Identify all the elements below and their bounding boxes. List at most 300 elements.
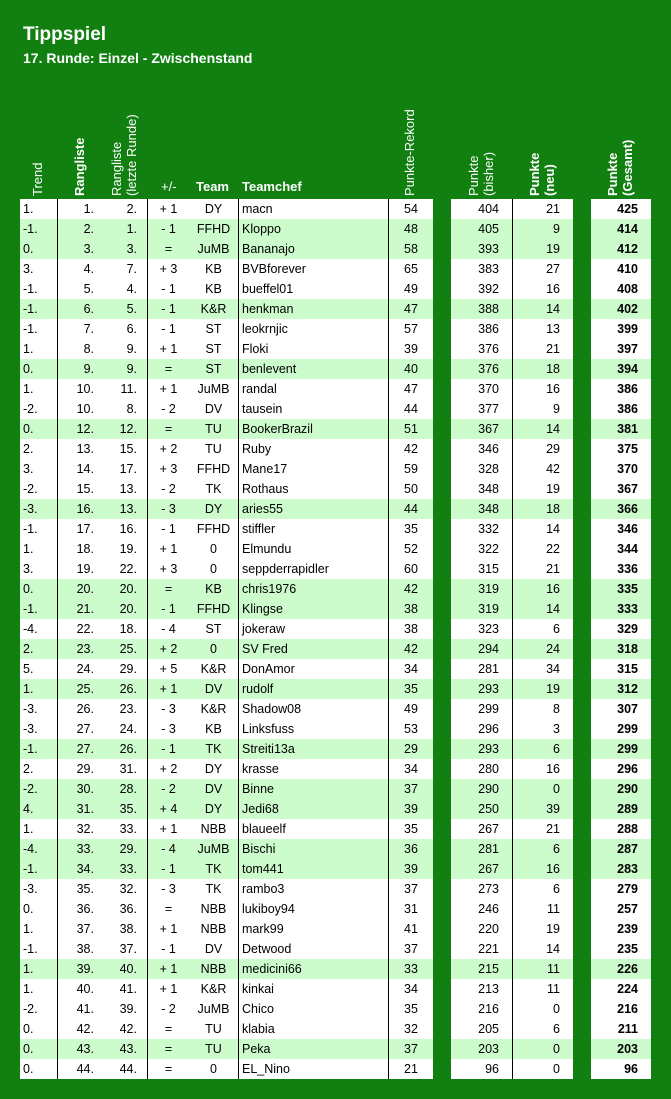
cell-diff: - 3 <box>147 699 189 719</box>
cell-trend: 3. <box>20 259 57 279</box>
cell-last-rank: 26. <box>97 679 147 699</box>
cell-points-total: 287 <box>591 839 651 859</box>
cell-record: 35 <box>388 679 433 699</box>
header-points-total <box>605 140 635 196</box>
cell-chef: Chico <box>238 999 388 1019</box>
cell-trend: -1. <box>20 939 57 959</box>
cell-diff: + 2 <box>147 759 189 779</box>
table-row <box>0 1019 671 1039</box>
cell-team: TK <box>189 479 238 499</box>
cell-points-prev: 281 <box>451 839 512 859</box>
cell-team: DY <box>189 799 238 819</box>
cell-diff: - 2 <box>147 999 189 1019</box>
cell-chef: bueffel01 <box>238 279 388 299</box>
header-last-rank-line1: Rangliste <box>109 141 124 196</box>
table-row <box>0 659 671 679</box>
cell-record: 34 <box>388 979 433 999</box>
cell-diff: - 1 <box>147 219 189 239</box>
cell-last-rank: 2. <box>97 199 147 219</box>
cell-points-prev: 205 <box>451 1019 512 1039</box>
cell-points-total: 296 <box>591 759 651 779</box>
cell-rank: 3. <box>57 239 97 259</box>
cell-points-total: 386 <box>591 379 651 399</box>
header-points-new-line2: (neu) <box>542 164 557 196</box>
cell-diff: + 3 <box>147 459 189 479</box>
table-row <box>0 239 671 259</box>
cell-points-new: 16 <box>512 759 573 779</box>
cell-points-new: 0 <box>512 1039 573 1059</box>
cell-rank: 36. <box>57 899 97 919</box>
cell-last-rank: 20. <box>97 599 147 619</box>
cell-chef: randal <box>238 379 388 399</box>
cell-points-total: 402 <box>591 299 651 319</box>
cell-team: 0 <box>189 559 238 579</box>
cell-last-rank: 19. <box>97 539 147 559</box>
cell-points-prev: 332 <box>451 519 512 539</box>
cell-record: 51 <box>388 419 433 439</box>
cell-last-rank: 16. <box>97 519 147 539</box>
cell-trend: -3. <box>20 879 57 899</box>
cell-diff: + 2 <box>147 639 189 659</box>
cell-points-new: 6 <box>512 839 573 859</box>
cell-points-prev: 220 <box>451 919 512 939</box>
cell-team: DY <box>189 759 238 779</box>
cell-points-total: 283 <box>591 859 651 879</box>
cell-team: KB <box>189 259 238 279</box>
table-row <box>0 339 671 359</box>
cell-points-total: 203 <box>591 1039 651 1059</box>
table-row <box>0 439 671 459</box>
cell-points-prev: 383 <box>451 259 512 279</box>
cell-trend: 2. <box>20 439 57 459</box>
cell-team: DY <box>189 499 238 519</box>
cell-points-total: 279 <box>591 879 651 899</box>
cell-diff: = <box>147 239 189 259</box>
cell-last-rank: 17. <box>97 459 147 479</box>
cell-team: FFHD <box>189 599 238 619</box>
cell-points-new: 19 <box>512 919 573 939</box>
cell-rank: 24. <box>57 659 97 679</box>
cell-chef: Linksfuss <box>238 719 388 739</box>
cell-chef: Peka <box>238 1039 388 1059</box>
cell-record: 57 <box>388 319 433 339</box>
cell-team: NBB <box>189 959 238 979</box>
cell-points-new: 6 <box>512 739 573 759</box>
header-chef: Teamchef <box>242 179 302 194</box>
cell-record: 21 <box>388 1059 433 1079</box>
cell-points-prev: 393 <box>451 239 512 259</box>
cell-record: 48 <box>388 219 433 239</box>
cell-diff: + 1 <box>147 339 189 359</box>
cell-team: TU <box>189 1039 238 1059</box>
cell-points-total: 290 <box>591 779 651 799</box>
cell-chef: aries55 <box>238 499 388 519</box>
cell-points-new: 16 <box>512 379 573 399</box>
cell-points-total: 329 <box>591 619 651 639</box>
cell-points-new: 14 <box>512 939 573 959</box>
cell-points-prev: 388 <box>451 299 512 319</box>
cell-record: 53 <box>388 719 433 739</box>
cell-diff: + 4 <box>147 799 189 819</box>
cell-last-rank: 42. <box>97 1019 147 1039</box>
cell-diff: + 3 <box>147 559 189 579</box>
cell-chef: tausein <box>238 399 388 419</box>
cell-record: 37 <box>388 1039 433 1059</box>
cell-points-prev: 216 <box>451 999 512 1019</box>
cell-diff: + 1 <box>147 379 189 399</box>
cell-last-rank: 33. <box>97 819 147 839</box>
cell-points-prev: 267 <box>451 859 512 879</box>
table-row <box>0 979 671 999</box>
cell-team: DV <box>189 939 238 959</box>
cell-trend: 1. <box>20 959 57 979</box>
header-points-prev-line1: Punkte <box>466 155 481 196</box>
cell-chef: seppderrapidler <box>238 559 388 579</box>
cell-diff: - 2 <box>147 479 189 499</box>
cell-chef: Shadow08 <box>238 699 388 719</box>
table-row <box>0 959 671 979</box>
cell-rank: 13. <box>57 439 97 459</box>
cell-points-total: 414 <box>591 219 651 239</box>
table-row <box>0 499 671 519</box>
cell-record: 65 <box>388 259 433 279</box>
cell-last-rank: 8. <box>97 399 147 419</box>
cell-last-rank: 20. <box>97 579 147 599</box>
cell-record: 60 <box>388 559 433 579</box>
cell-rank: 35. <box>57 879 97 899</box>
cell-team: TK <box>189 859 238 879</box>
cell-last-rank: 9. <box>97 339 147 359</box>
cell-rank: 19. <box>57 559 97 579</box>
cell-record: 39 <box>388 799 433 819</box>
cell-chef: rambo3 <box>238 879 388 899</box>
cell-diff: + 1 <box>147 819 189 839</box>
header-points-total-line2: (Gesamt) <box>620 139 635 196</box>
cell-trend: -1. <box>20 219 57 239</box>
cell-rank: 42. <box>57 1019 97 1039</box>
cell-rank: 16. <box>57 499 97 519</box>
table-row <box>0 839 671 859</box>
cell-team: JuMB <box>189 839 238 859</box>
cell-team: JuMB <box>189 379 238 399</box>
cell-last-rank: 29. <box>97 659 147 679</box>
cell-record: 42 <box>388 579 433 599</box>
cell-chef: EL_Nino <box>238 1059 388 1079</box>
table-row <box>0 719 671 739</box>
cell-team: DY <box>189 199 238 219</box>
cell-chef: macn <box>238 199 388 219</box>
cell-points-new: 21 <box>512 199 573 219</box>
cell-record: 58 <box>388 239 433 259</box>
cell-diff: = <box>147 359 189 379</box>
cell-points-new: 19 <box>512 679 573 699</box>
cell-diff: + 1 <box>147 959 189 979</box>
cell-trend: 3. <box>20 459 57 479</box>
cell-rank: 9. <box>57 359 97 379</box>
cell-points-new: 24 <box>512 639 573 659</box>
table-row <box>0 899 671 919</box>
header-points-new-line1: Punkte <box>527 152 542 196</box>
cell-rank: 44. <box>57 1059 97 1079</box>
cell-points-new: 21 <box>512 339 573 359</box>
cell-points-new: 11 <box>512 979 573 999</box>
cell-points-new: 9 <box>512 219 573 239</box>
cell-points-total: 346 <box>591 519 651 539</box>
cell-diff: - 1 <box>147 939 189 959</box>
cell-team: K&R <box>189 659 238 679</box>
cell-chef: Floki <box>238 339 388 359</box>
cell-last-rank: 22. <box>97 559 147 579</box>
cell-last-rank: 11. <box>97 379 147 399</box>
cell-record: 34 <box>388 759 433 779</box>
cell-chef: stiffler <box>238 519 388 539</box>
cell-points-total: 299 <box>591 739 651 759</box>
cell-rank: 2. <box>57 219 97 239</box>
cell-points-total: 412 <box>591 239 651 259</box>
cell-diff: = <box>147 579 189 599</box>
cell-points-new: 3 <box>512 719 573 739</box>
cell-record: 50 <box>388 479 433 499</box>
cell-rank: 5. <box>57 279 97 299</box>
cell-diff: - 4 <box>147 619 189 639</box>
cell-team: ST <box>189 339 238 359</box>
cell-points-new: 21 <box>512 819 573 839</box>
page-title: Tippspiel <box>23 24 107 45</box>
cell-last-rank: 28. <box>97 779 147 799</box>
cell-record: 37 <box>388 939 433 959</box>
cell-points-prev: 267 <box>451 819 512 839</box>
cell-rank: 6. <box>57 299 97 319</box>
cell-team: FFHD <box>189 219 238 239</box>
cell-record: 35 <box>388 519 433 539</box>
cell-rank: 10. <box>57 399 97 419</box>
cell-last-rank: 18. <box>97 619 147 639</box>
cell-points-new: 6 <box>512 619 573 639</box>
cell-rank: 18. <box>57 539 97 559</box>
table-row <box>0 999 671 1019</box>
cell-rank: 8. <box>57 339 97 359</box>
cell-points-total: 307 <box>591 699 651 719</box>
cell-last-rank: 35. <box>97 799 147 819</box>
cell-chef: Elmundu <box>238 539 388 559</box>
cell-rank: 34. <box>57 859 97 879</box>
cell-trend: 0. <box>20 1019 57 1039</box>
cell-points-new: 0 <box>512 779 573 799</box>
cell-points-new: 16 <box>512 579 573 599</box>
table-row <box>0 779 671 799</box>
cell-points-prev: 376 <box>451 339 512 359</box>
cell-rank: 41. <box>57 999 97 1019</box>
cell-record: 49 <box>388 279 433 299</box>
cell-points-new: 42 <box>512 459 573 479</box>
cell-diff: + 1 <box>147 919 189 939</box>
cell-chef: BookerBrazil <box>238 419 388 439</box>
cell-chef: medicini66 <box>238 959 388 979</box>
cell-trend: 1. <box>20 379 57 399</box>
cell-trend: 1. <box>20 199 57 219</box>
cell-points-prev: 293 <box>451 679 512 699</box>
cell-points-prev: 250 <box>451 799 512 819</box>
cell-diff: = <box>147 1019 189 1039</box>
cell-diff: - 1 <box>147 279 189 299</box>
cell-points-new: 16 <box>512 279 573 299</box>
cell-points-prev: 246 <box>451 899 512 919</box>
cell-record: 47 <box>388 379 433 399</box>
table-row <box>0 799 671 819</box>
cell-team: JuMB <box>189 999 238 1019</box>
cell-trend: 2. <box>20 759 57 779</box>
cell-points-new: 9 <box>512 399 573 419</box>
cell-points-total: 381 <box>591 419 651 439</box>
cell-last-rank: 38. <box>97 919 147 939</box>
cell-trend: -1. <box>20 299 57 319</box>
cell-diff: = <box>147 899 189 919</box>
cell-diff: - 1 <box>147 299 189 319</box>
table-row <box>0 859 671 879</box>
header-rank: Rangliste <box>72 137 87 196</box>
cell-points-new: 14 <box>512 299 573 319</box>
cell-chef: Rothaus <box>238 479 388 499</box>
cell-points-total: 367 <box>591 479 651 499</box>
cell-rank: 40. <box>57 979 97 999</box>
cell-diff: - 3 <box>147 879 189 899</box>
cell-team: TU <box>189 439 238 459</box>
cell-trend: 1. <box>20 919 57 939</box>
cell-points-prev: 213 <box>451 979 512 999</box>
cell-rank: 29. <box>57 759 97 779</box>
cell-diff: - 1 <box>147 319 189 339</box>
cell-last-rank: 3. <box>97 239 147 259</box>
cell-points-total: 318 <box>591 639 651 659</box>
header-points-prev-line2: (bisher) <box>481 151 496 196</box>
cell-trend: 0. <box>20 1059 57 1079</box>
table-row <box>0 419 671 439</box>
cell-record: 41 <box>388 919 433 939</box>
page-subtitle: 17. Runde: Einzel - Zwischenstand <box>23 50 253 66</box>
cell-team: KB <box>189 279 238 299</box>
cell-points-prev: 386 <box>451 319 512 339</box>
cell-points-prev: 319 <box>451 579 512 599</box>
cell-points-new: 29 <box>512 439 573 459</box>
cell-points-new: 18 <box>512 499 573 519</box>
cell-last-rank: 6. <box>97 319 147 339</box>
cell-last-rank: 4. <box>97 279 147 299</box>
cell-team: TU <box>189 1019 238 1039</box>
table-row <box>0 379 671 399</box>
cell-points-total: 394 <box>591 359 651 379</box>
cell-team: K&R <box>189 299 238 319</box>
cell-diff: - 2 <box>147 399 189 419</box>
cell-diff: - 1 <box>147 599 189 619</box>
cell-last-rank: 13. <box>97 479 147 499</box>
cell-team: TK <box>189 739 238 759</box>
table-row <box>0 699 671 719</box>
cell-record: 32 <box>388 1019 433 1039</box>
header-points-prev <box>466 152 496 196</box>
cell-record: 36 <box>388 839 433 859</box>
cell-trend: 0. <box>20 1039 57 1059</box>
cell-last-rank: 37. <box>97 939 147 959</box>
cell-points-total: 366 <box>591 499 651 519</box>
cell-trend: 2. <box>20 639 57 659</box>
cell-chef: klabia <box>238 1019 388 1039</box>
cell-chef: Streiti13a <box>238 739 388 759</box>
cell-rank: 25. <box>57 679 97 699</box>
cell-points-new: 13 <box>512 319 573 339</box>
cell-trend: -2. <box>20 779 57 799</box>
cell-record: 35 <box>388 819 433 839</box>
cell-last-rank: 31. <box>97 759 147 779</box>
cell-points-total: 335 <box>591 579 651 599</box>
header-points-new <box>527 153 557 196</box>
cell-record: 29 <box>388 739 433 759</box>
cell-team: ST <box>189 319 238 339</box>
cell-diff: + 1 <box>147 199 189 219</box>
cell-rank: 15. <box>57 479 97 499</box>
cell-last-rank: 29. <box>97 839 147 859</box>
cell-chef: Jedi68 <box>238 799 388 819</box>
cell-points-total: 344 <box>591 539 651 559</box>
cell-points-total: 211 <box>591 1019 651 1039</box>
cell-rank: 14. <box>57 459 97 479</box>
cell-points-prev: 328 <box>451 459 512 479</box>
table-row <box>0 619 671 639</box>
cell-record: 39 <box>388 339 433 359</box>
cell-chef: Detwood <box>238 939 388 959</box>
cell-record: 49 <box>388 699 433 719</box>
cell-chef: benlevent <box>238 359 388 379</box>
cell-rank: 32. <box>57 819 97 839</box>
cell-last-rank: 7. <box>97 259 147 279</box>
cell-trend: -3. <box>20 719 57 739</box>
cell-points-prev: 367 <box>451 419 512 439</box>
cell-rank: 33. <box>57 839 97 859</box>
cell-points-prev: 273 <box>451 879 512 899</box>
cell-last-rank: 12. <box>97 419 147 439</box>
cell-rank: 39. <box>57 959 97 979</box>
cell-chef: Kloppo <box>238 219 388 239</box>
cell-rank: 26. <box>57 699 97 719</box>
cell-trend: -1. <box>20 859 57 879</box>
cell-record: 31 <box>388 899 433 919</box>
cell-points-new: 27 <box>512 259 573 279</box>
cell-record: 42 <box>388 639 433 659</box>
header-team: Team <box>196 179 229 194</box>
header-last-rank-line2: (letzte Runde) <box>124 114 139 196</box>
table-row <box>0 259 671 279</box>
cell-chef: Binne <box>238 779 388 799</box>
cell-points-total: 235 <box>591 939 651 959</box>
cell-points-total: 315 <box>591 659 651 679</box>
cell-points-total: 333 <box>591 599 651 619</box>
cell-points-prev: 346 <box>451 439 512 459</box>
cell-trend: -1. <box>20 279 57 299</box>
cell-record: 44 <box>388 499 433 519</box>
cell-diff: + 2 <box>147 439 189 459</box>
cell-last-rank: 5. <box>97 299 147 319</box>
cell-points-new: 19 <box>512 239 573 259</box>
cell-last-rank: 9. <box>97 359 147 379</box>
table-row <box>0 219 671 239</box>
table-row <box>0 359 671 379</box>
cell-record: 37 <box>388 779 433 799</box>
cell-chef: Mane17 <box>238 459 388 479</box>
cell-team: DV <box>189 779 238 799</box>
cell-points-prev: 293 <box>451 739 512 759</box>
cell-diff: = <box>147 1059 189 1079</box>
cell-points-new: 6 <box>512 1019 573 1039</box>
cell-trend: 1. <box>20 679 57 699</box>
